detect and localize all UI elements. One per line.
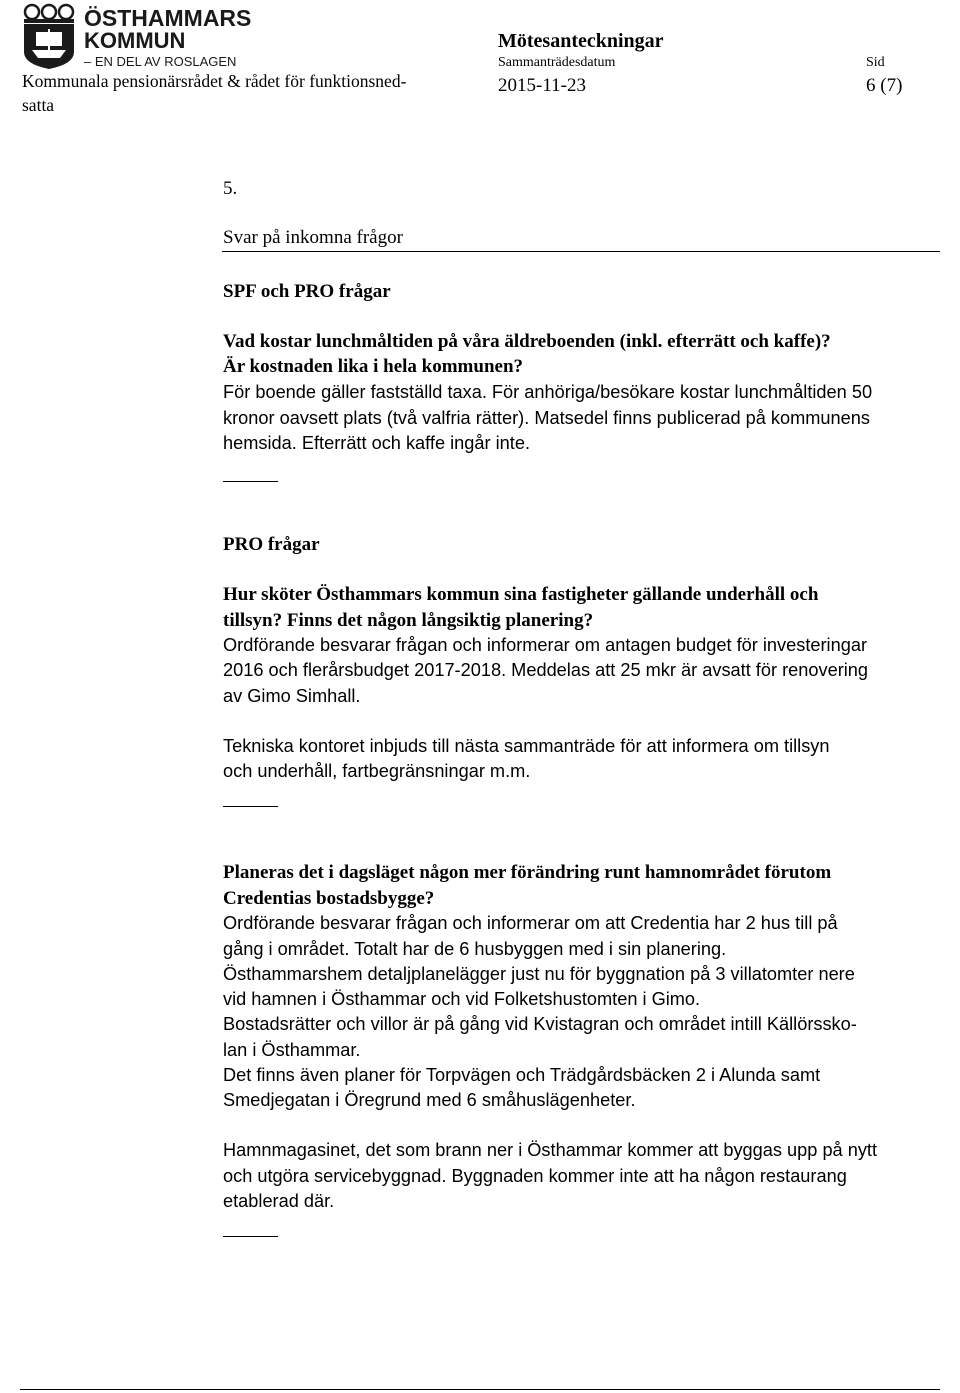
block3-question-line: Credentias bostadsbygge?	[223, 888, 435, 909]
block2-answer2-line: Tekniska kontoret inbjuds till nästa sammanträde för att informera om tillsyn	[223, 736, 830, 756]
org-name-line2: satta	[22, 95, 55, 115]
block3-answer-line: lan i Östhammar.	[223, 1040, 361, 1060]
block3-answer-line: Bostadsrätter och villor är på gång vid Kvistagran och området intill Källörssko-	[223, 1014, 857, 1034]
block2-heading: PRO frågar	[223, 534, 320, 555]
block1-answer-line: kronor oavsett plats (två valfria rätter). Matsedel finns publicerad på kommunens	[223, 408, 870, 428]
block3-answer-line: Smedjegatan i Öregrund med 6 småhuslägenheter.	[223, 1090, 636, 1110]
block3-answer2-line: och utgöra servicebyggnad. Byggnaden kommer inte att ha någon restaurang	[223, 1166, 847, 1186]
logo-line3: – EN DEL AV ROSLAGEN	[84, 54, 237, 69]
block2-question-line: Hur sköter Östhammars kommun sina fastigheter gällande underhåll och	[223, 584, 819, 605]
block3-question-line: Planeras det i dagsläget någon mer förändring runt hamnområdet förutom	[223, 862, 832, 883]
date-label: Sammanträdesdatum	[498, 55, 616, 70]
block2-answer-line: av Gimo Simhall.	[223, 686, 361, 706]
block1-answer-line: hemsida. Efterrätt och kaffe ingår inte.	[223, 433, 530, 453]
section-title: Svar på inkomna frågor	[223, 227, 403, 248]
block3-answer-line: Det finns även planer för Torpvägen och Trädgårdsbäcken 2 i Alunda samt	[223, 1065, 821, 1085]
org-name-line1: Kommunala pensionärsrådet & rådet för funktionsned-	[22, 71, 407, 91]
block3-answer-line: Östhammarshem detaljplanelägger just nu för byggnation på 3 villatomter nere	[223, 964, 855, 984]
footer-rule	[20, 1389, 940, 1390]
block2-answer2-line: och underhåll, fartbegränsningar m.m.	[223, 761, 531, 781]
block1-heading: SPF och PRO frågar	[223, 281, 391, 302]
section-rule	[222, 251, 940, 252]
separator-line	[223, 1236, 278, 1237]
section-number: 5.	[223, 178, 238, 199]
kommun-logo-mark	[22, 2, 252, 70]
block2-answer-line: 2016 och flerårsbudget 2017-2018. Meddelas att 25 mkr är avsatt för renovering	[223, 660, 869, 680]
block3-answer-line: gång i området. Totalt har de 6 husbyggen med i sin planering.	[223, 939, 727, 959]
block2-answer-line: Ordförande besvarar frågan och informerar om antagen budget för investeringar	[223, 635, 867, 655]
block3-answer2-line: Hamnmagasinet, det som brann ner i Östhammar kommer att byggas upp på nytt	[223, 1140, 878, 1160]
block3-answer-line: Ordförande besvarar frågan och informerar om att Credentia har 2 hus till på	[223, 913, 838, 933]
block1-question-line: Vad kostar lunchmåltiden på våra äldreboenden (inkl. efterrätt och kaffe)?	[223, 331, 831, 352]
page-value: 6 (7)	[866, 75, 903, 96]
block2-question-line: tillsyn? Finns det någon långsiktig planering?	[223, 610, 594, 631]
page-label: Sid	[866, 55, 885, 70]
kommun-logo	[22, 2, 252, 70]
logo-line2: KOMMUN	[84, 28, 186, 53]
block1-answer-line: För boende gäller fastställd taxa. För anhöriga/besökare kostar lunchmåltiden 50	[223, 382, 873, 402]
block3-answer-line: vid hamnen i Östhammar och vid Folketshustomten i Gimo.	[223, 989, 701, 1009]
date-value: 2015-11-23	[498, 75, 586, 96]
document-title: Mötesanteckningar	[498, 30, 664, 52]
logo-line1: ÖSTHAMMARS	[84, 5, 252, 31]
block3-answer2-line: etablerad där.	[223, 1191, 335, 1211]
separator-line	[223, 481, 278, 482]
block1-question-line: Är kostnaden lika i hela kommunen?	[223, 356, 524, 377]
separator-line	[223, 806, 278, 807]
